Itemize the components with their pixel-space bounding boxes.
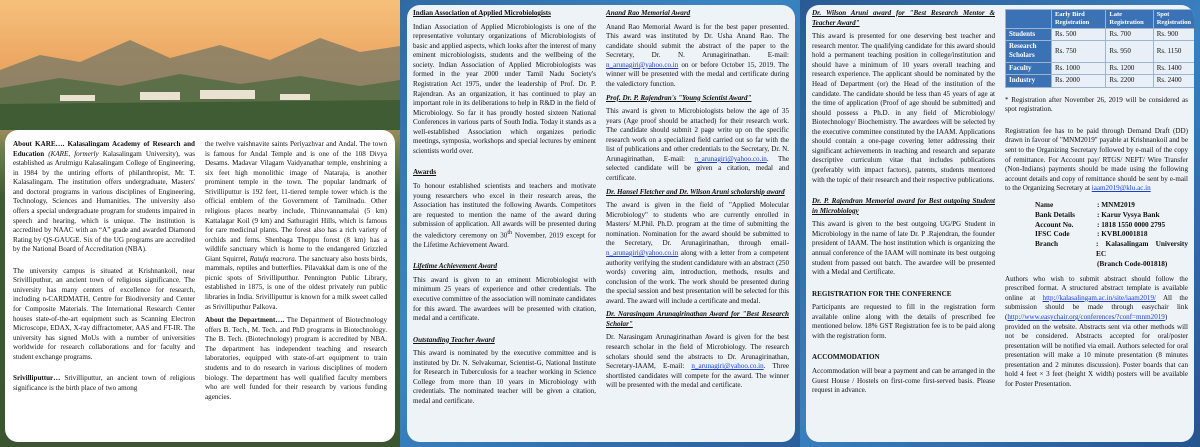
payment-text — [1005, 127, 1188, 194]
bank-row — [1035, 210, 1188, 220]
bank-key: Branch — [1035, 239, 1059, 249]
about-kare-alias: (KARE, formerly — [48, 149, 99, 158]
table-row — [1006, 62, 1195, 74]
awards-column-right — [606, 9, 789, 438]
fees-cell: Rs. 1200 — [1106, 62, 1153, 74]
awards-column-left — [413, 9, 596, 438]
campus-paragraph: The university campus is situated at Krishnankoil, near Srivilliputhur, an ancient town of religious significance. The university has many centers of excellence for research, including n-CARDMATH, Centre for Biodiversity and Center for Composite Materials. The International Research Center houses state-of-the-art equipment such as Scanning Electron Microscope, EDAX, X-ray diffractometer, AAS and FT-IR. The university has signed MoUs with a number of universities worldwide for research collaborations and for faculty and student exchange programs. — [13, 266, 195, 361]
payment-text-1: Registration fee has to be paid through Demand Draft (DD) drawn in favour of "MNM2019" payable at Krishnankoil and be sent to the Organizing Secretary followed by e-mail of the copy of remittance. For Account pay/ RTGS/ NEFT/ Wire Transfer (Non-Indians) payments should be made using the following account details and copy of remittance should be sent by e-mail to the Organizing Secretary at — [1005, 126, 1188, 193]
bank-key: Account No. — [1035, 219, 1074, 229]
panel-about — [0, 0, 400, 447]
anand-text-1: Anand Rao Memorial Award is for the best paper presented. This award was instituted by Dr. Usha Anand Rao. The candidate should submit the abstract of the paper to the Secretary, Dr. N. Arunagirinathan. E-mail: — [606, 22, 789, 60]
prof-email-link[interactable]: n_arunagiri@yahoo.co.in — [694, 154, 767, 163]
srivilliputtur-continued — [205, 140, 387, 312]
about-card — [5, 130, 395, 442]
srivilliputtur-text: Srivilliputtur, an ancient town of religious significance is the birth place of two among — [13, 374, 195, 392]
awards-text-1: To honour established scientists and teachers and motivate young researchers who excel in their research areas, the Association has instituted the following Awards. Competitors are requested to mention the name of the award during submission of application. All awards will be presented during the valedictory ceremony on 30 — [413, 182, 596, 240]
registration-text: Participants are requested to fill in the registration form available online along with the details of prescribed fee mentioned below. 18% GST Registration fee is to be paid along with the registration form. — [812, 303, 995, 340]
bank-value: : Kalasalingam University EC — [1096, 239, 1188, 259]
awards-card — [407, 5, 795, 442]
bank-value: (Branch Code-001818) — [1097, 258, 1168, 268]
narasingam-text-1: Dr. Narasingam Arunagirinathan Award is given for the best research scholar in the field of Microbiology. The research scholars should send the abstracts to Dr. Arunagirinathan, Secretary-IAAM, E-mail: — [606, 333, 789, 371]
anand-award-text — [606, 23, 789, 90]
anand-award-heading: Anand Rao Memorial Award — [606, 9, 691, 17]
young-scientist-text — [606, 107, 789, 184]
narasingam-email-link[interactable]: n_arunagiri@yahoo.co.in — [691, 362, 764, 371]
iaam-heading: Indian Association of Applied Microbiologists — [413, 9, 551, 17]
fees-header-cell: Early Bird Registration — [1051, 10, 1105, 29]
bank-row — [1035, 200, 1188, 210]
panel-registration — [800, 0, 1200, 447]
about-kare-text: Kalasalingam University), was established as Arulmigu Kalasalingam College of Engineering, in 1984 by the untiring efforts of philanthropist, Mr. T. Kalasalingam. The institution offers undergraduate, Masters' and doctoral programs in various disciplines of Engineering, Technology, Sciences and Humanities. The university also offers a special undergraduate program for students impaired in speech and hearing, which is unique. The institution is accredited by NAAC with an “A” grade and awarded Diamond Rating by QS-GAUGE. Six of the UG programs are accredited by the National Board of Accreditation (NBA). — [13, 149, 196, 254]
fees-header-row — [1006, 10, 1195, 29]
fees-row-label: Research Scholars — [1006, 41, 1052, 63]
fee-note: * Registration after November 26, 2019 will be considered as spot registration. — [1005, 95, 1188, 114]
species-name: Ratufa macrora. — [249, 254, 297, 263]
outgoing-student-text: This award is given to the best outgoing UG/PG Student in Microbiology in the name of late Dr. P .Rajendran, the founder president of IAAM. The host institution which is organizing the annual conference of the IAAM will nominate its best outgoing student from passed out batch. The awardee will be presented with a Medal and Certificate. — [812, 220, 995, 277]
hansel-text-2: along with a letter from a competent authority verifying the student candidature with an abstract (250 words) covering aim, introduction, methods, results and conclusion of the work. The work should be presented during the special session and best presentation will be selected for this award. The award will include a certificate and medal. — [606, 248, 789, 305]
campus-landscape-photo — [0, 0, 400, 130]
accommodation-heading: ACCOMMODATION — [812, 353, 880, 362]
srivilliputtur-paragraph — [13, 374, 195, 393]
department-paragraph — [205, 316, 387, 402]
department-text: The Department of Biotechnology offers B. Tech., M. Tech. and PhD programs in Biotechnology. The B. Tech. (Biotechnology) program is accredited by NBA. The department has independent teaching and research laboratories, equipped with state-of-art equipment to train students and to do research in various disciplines of modern biology. The department has well qualified faculty members who are well funded for their research by various funding agencies. — [205, 316, 387, 401]
about-column-right — [205, 140, 387, 438]
abstract-text-3: ) provided on the website. Abstracts sent via other methods will not be considered. Abstracts accepted for oral/poster presentation will be notified via email. Authors selected for oral presentation will make a 10 minute presentation (8 minutes presentation and 2 minutes discussion). Poster boards that can hold 4 feet × 3 feet (height X width) posters will be available for Poster Presentation. — [1005, 313, 1188, 388]
fees-cell: Rs. 1400 — [1153, 62, 1194, 74]
research-scholar-heading: Dr. Narasingam Arunagirinathan Award for "Best Research Scholar" — [606, 310, 789, 328]
mentor-award-text: This award is presented for one deserving best teacher and research mentor. The qualifying candidate for this award should hold a permanent teaching position in college/institution and should have a minimum of 10 years overall teaching and research experience. The applicant should be nominated by the Head of Department (or) the Head of the institution of the candidate. The candidate should be less than 45 years of age at the time of application (Proof of age should be submitted) and should possess a Ph.D. in any field of Microbiology/ Biotechnology/ Biochemistry. The awardees will be selected by the executive committee constituted by the IAAM. Applications should contain a one-page covering letter addressing their significant achievements in teaching and research and separate descriptive curriculum vitae that includes publications (preferably with impact factors), patents, students mentored with the topic of their research and their respective publications. — [812, 32, 995, 184]
registration-card — [806, 5, 1194, 442]
fees-cell: Rs. 1150 — [1153, 41, 1194, 63]
young-scientist-heading: Prof. Dr. P. Rajendran's "Young Scientist Award" — [606, 93, 752, 102]
awards-sup: th — [507, 229, 512, 236]
awards-text — [413, 182, 596, 250]
fees-header-cell — [1006, 10, 1052, 29]
about-kare-heading: About KARE…. Kalasalingam Academy of Research and Education — [13, 140, 195, 158]
accommodation-text: Accommodation will bear a payment and can be arranged in the Guest House / Hostels on first-come first-served basis. Please request in advance. — [812, 367, 995, 395]
teacher-award-heading: Outstanding Teacher Award — [413, 335, 495, 344]
mentor-award-heading: Dr. Wilson Aruni award for "Best Research Mentor & Teacher Award" — [812, 9, 995, 27]
table-row — [1006, 75, 1195, 87]
bank-value: : KVBL0001818 — [1097, 229, 1148, 239]
bank-value: : 1818 1550 0000 2795 — [1097, 219, 1166, 229]
fees-cell: Rs. 500 — [1051, 28, 1105, 40]
hansel-text-1: The award is given in the field of "Applied Molecular Microbiology" to students who are currently enrolled in Masters/ M.Phil. Ph.D. program at the time of submitting the nomination. Nomination for the award should be submitted to the Secretary, Dr. Arunagirinathan, through email- — [606, 201, 789, 248]
lifetime-award-text: This award is given to an eminent Microbiologist with minimum 25 years of experience and other credentials. The executive committee of the association will nominate candidates for this award. The awardees will be presented with citation, medal and a certificate. — [413, 275, 596, 323]
scholarship-heading: Dr. Hansel Fletcher and Dr. Wilson Aruni scholarship award — [606, 187, 785, 196]
registration-heading: REGISTRATION FOR THE CONFERENCE — [812, 289, 952, 298]
scholarship-text — [606, 201, 789, 306]
lifetime-award-heading: Lifetime Achievement Award — [413, 262, 498, 271]
bank-key: IFSC Code — [1035, 229, 1070, 239]
payment-email-link[interactable]: iaam2019@klu.ac.in — [1091, 184, 1151, 193]
awards-heading: Awards — [413, 168, 437, 177]
table-row — [1006, 41, 1195, 63]
bank-row — [1035, 220, 1188, 230]
research-scholar-text — [606, 333, 789, 390]
registration-column-left — [812, 9, 995, 438]
fees-cell: Rs. 700 — [1106, 28, 1153, 40]
abstract-text — [1005, 275, 1188, 390]
bank-key — [1035, 259, 1097, 269]
bank-key: Name — [1035, 199, 1054, 209]
srivilliputtur-text-3: The sanctuary also hosts birds, mammals, reptiles and butterflies. Pilavakkal dam is one of the picnic spots of Srivilliputthur. Pennington Public Library, established in 1875, is one of the oldest privately run public libraries in India. Srivilliputtur is known for a milk sweet called as Srivilliputhur Palkova. — [205, 254, 388, 311]
teacher-award-text: This award is nominated by the executive committee and is instituted by Dr. N. Selvakumar, Scientist-G, National Institute for Research in Tuberculosis for a teacher working in Science College from more than 10 years in Microbiology with credentials. The nominated teacher will be given a citation, medal and certificate. — [413, 349, 596, 406]
about-column-left — [13, 140, 195, 438]
template-link[interactable]: http://kalasalingam.ac.in/site/iaam2019/ — [1042, 293, 1156, 302]
department-heading: About the Department…. — [205, 316, 285, 325]
bank-value: : MNM2019 — [1097, 199, 1135, 209]
panel-awards — [400, 0, 800, 447]
bank-details — [1035, 200, 1188, 269]
abstract-text-2: All the submission should be made through easychair link ( — [1005, 293, 1188, 321]
fees-cell: Rs. 2200 — [1106, 75, 1153, 87]
fees-cell: Rs. 1000 — [1051, 62, 1105, 74]
registration-column-right — [1005, 9, 1191, 438]
anand-text-2: on or before October 15, 2019. The winner will be presented with the medal and certificate during the valedictory function. — [606, 60, 789, 88]
fees-cell: Rs. 2000 — [1051, 75, 1105, 87]
table-row — [1006, 28, 1195, 40]
srivilliputtur-text-2: the twelve vaishnavite saints Periyazhvar and Andal. The town is famous for Andal Temple and is one of the 108 Divya Desams. Madavar Vilagam Vaidyanathar temple, enshrining a six feet high monolithic image of Nataraja, is another prominent temple in the town. The popular landmark of Srivilliputtur is 192 feet, 11-tiered temple tower which is the official emblem of the Government of Tamilnadu. Other religious places nearby include, Thiruvannamalai (5 km) Kattalagar Koil (9 km) and Sathuragiri Hills, which is famous for rare medicinal plants. The forest also has a rich variety of orchids and ferns. Shenbaga Thoppu forest (8 km) has a wildlife sanctuary which is home to the endangered Grizzled Giant Squirrel, — [205, 140, 387, 263]
bank-value: : Karur Vysya Bank — [1097, 209, 1160, 219]
fees-cell: Rs. 750 — [1051, 41, 1105, 63]
fees-table — [1005, 9, 1194, 88]
fees-header-cell: Spot Registration — [1153, 10, 1194, 29]
fees-cell: Rs. 950 — [1106, 41, 1153, 63]
fees-row-label: Industry — [1006, 75, 1052, 87]
about-kare-paragraph — [13, 140, 195, 255]
fees-cell: Rs. 2400 — [1153, 75, 1194, 87]
srivilliputtur-heading: Srivilliputtur… — [13, 374, 61, 383]
narasingam-text-2: . Three shortlisted candidates will compete for the award. The winner will be presented with the medal and certificate. — [606, 362, 789, 390]
bank-row — [1035, 229, 1188, 239]
fees-row-label: Faculty — [1006, 62, 1052, 74]
bank-row — [1035, 239, 1188, 259]
fees-row-label: Students — [1006, 28, 1052, 40]
bank-key: Bank Details — [1035, 209, 1075, 219]
awards-text-2: November, 2019 except for the Lifetime Achievement Award. — [413, 231, 596, 249]
bank-row — [1035, 259, 1188, 269]
abstract-text-1: Authors who wish to submit abstract should follow the prescribed format. A structured abstract template is available online at — [1005, 274, 1188, 302]
prof-text-2: . The selected candidate will be given a citation, medal and certificate. — [606, 154, 789, 182]
easychair-link[interactable]: http://www.easychair.org/conferences/?conf=mnm2019 — [1007, 313, 1165, 321]
anand-email-link[interactable]: n_arunagiri@yahoo.co.in — [606, 60, 679, 69]
hansel-email-link[interactable]: n_arunagiri@yahoo.co.in — [606, 248, 679, 257]
outgoing-student-heading: Dr. P. Rajendran Memorial award for Best outgoing Student in Microbiology — [812, 197, 995, 215]
fees-header-cell: Late Registration — [1106, 10, 1153, 29]
iaam-text: Indian Association of Applied Microbiologists is one of the representative voluntary organizations of Microbiologists of basic and applied aspects, which looks after the interest of many eminent microbiologists, students and the wellbeing of the society. Indian Association of Applied Microbiologists was formed in the year 2000 under Tamil Nadu Society's Registration Act 1975, under the leadership of Prof. Dr. P. Rajendran. As an organization, it has continued to play an important role in its deliberations to help in R&D in the field of Microbiology. So far it has proudly hosted sixteen National Conferences in various parts of South India. Today it stands as a well-established Association which organizes periodic meetings, symposia, workshops and special lectures by eminent scientists world over. — [413, 22, 596, 155]
fees-cell: Rs. 900 — [1153, 28, 1194, 40]
prof-text-1: This award is given to Microbiologists below the age of 35 years (Age proof should be attached) for their research work. The candidate should submit 2 page write up on the specific research work on a specialized field carried out so far with the list of publications and other credentials to the Secretary, Dr. N. Arunagirinathan, E-mail: — [606, 107, 789, 163]
